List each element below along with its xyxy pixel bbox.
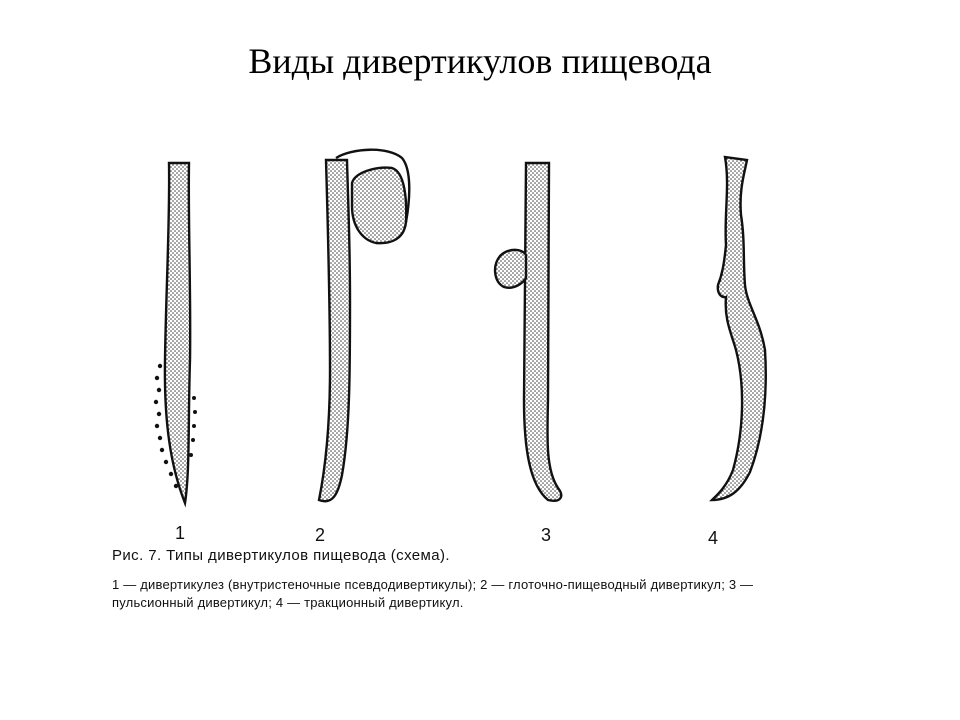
figure-number-3: 3 xyxy=(541,525,552,545)
esophagus-3-pulsion xyxy=(495,163,561,501)
figure-caption-title: Рис. 7. Типы дивертикулов пищевода (схема). xyxy=(112,547,450,564)
esophagus-4-traction xyxy=(712,157,766,500)
esophagus-2-pharyngoesophageal xyxy=(319,150,409,502)
slide-title: Виды дивертикулов пищевода xyxy=(248,41,712,81)
figure-caption-text: 1 — дивертикулез (внутристеночные псевдодивертикулы); 2 — глоточно-пищеводный дивертикул; 3 — пульсионный дивертикул; 4 — тракционный дивертикул. xyxy=(112,577,754,610)
figure-number-2: 2 xyxy=(315,525,326,545)
figure-number-4: 4 xyxy=(708,528,719,548)
esophagus-1-diverticulosis xyxy=(154,163,197,503)
figure-number-1: 1 xyxy=(175,523,186,543)
